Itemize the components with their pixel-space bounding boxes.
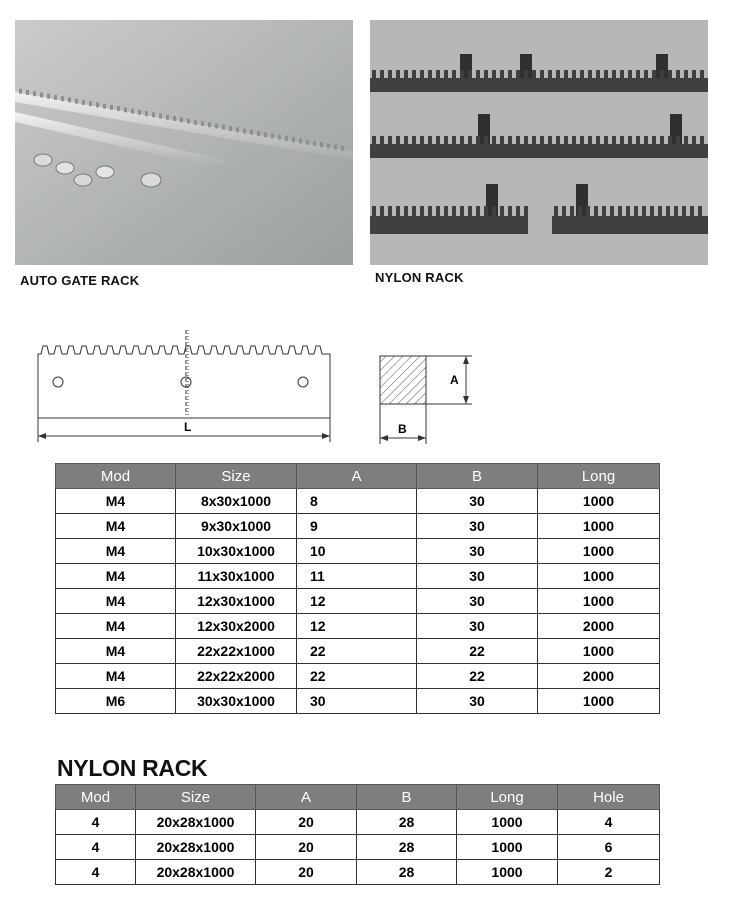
- auto-gate-rack-caption: AUTO GATE RACK: [20, 273, 140, 288]
- table-cell: 22x22x1000: [176, 639, 297, 664]
- table-cell: M4: [56, 614, 176, 639]
- table-cell: 1000: [457, 860, 558, 885]
- table-cell: 2: [558, 860, 660, 885]
- table-cell: 1000: [538, 639, 660, 664]
- table-cell: 11x30x1000: [176, 564, 297, 589]
- table-cell: 20: [256, 860, 357, 885]
- steel-rack-spec-table: [55, 463, 660, 714]
- col-header-size: Size: [136, 785, 256, 810]
- table-row: [56, 589, 660, 614]
- table-cell: 9: [297, 514, 417, 539]
- table-cell: 1000: [538, 489, 660, 514]
- table-cell: M4: [56, 664, 176, 689]
- table-cell: 1000: [538, 539, 660, 564]
- table-row: [56, 810, 660, 835]
- col-header-a: A: [297, 464, 417, 489]
- table-cell: M4: [56, 539, 176, 564]
- table-row: [56, 539, 660, 564]
- table-cell: 22: [417, 664, 538, 689]
- table-cell: 30: [417, 589, 538, 614]
- table-cell: M4: [56, 589, 176, 614]
- table-row: [56, 614, 660, 639]
- table-row: [56, 514, 660, 539]
- table-cell: 22: [417, 639, 538, 664]
- col-header-size: Size: [176, 464, 297, 489]
- table-cell: 20: [256, 810, 357, 835]
- table-cell: 11: [297, 564, 417, 589]
- table-cell: 4: [56, 835, 136, 860]
- dimension-label-L: L: [184, 420, 192, 434]
- col-header-long: Long: [457, 785, 558, 810]
- table-cell: M4: [56, 639, 176, 664]
- col-header-mod: Mod: [56, 785, 136, 810]
- table-cell: 28: [357, 835, 457, 860]
- table-cell: 10x30x1000: [176, 539, 297, 564]
- nylon-rack-title: NYLON RACK: [57, 755, 208, 781]
- table-cell: 2000: [538, 614, 660, 639]
- table-row: [56, 860, 660, 885]
- table-cell: 30: [417, 689, 538, 714]
- nylon-rack-spec-table: [55, 784, 660, 885]
- table-cell: 20x28x1000: [136, 835, 256, 860]
- table-cell: 30: [417, 514, 538, 539]
- table-cell: 30: [417, 539, 538, 564]
- rack-technical-drawing: [30, 330, 480, 450]
- table-cell: M4: [56, 564, 176, 589]
- table-row: [56, 835, 660, 860]
- col-header-long: Long: [538, 464, 660, 489]
- table-cell: 1000: [538, 589, 660, 614]
- dimension-label-A: A: [450, 373, 459, 387]
- table-cell: 6: [558, 835, 660, 860]
- table-cell: 12: [297, 589, 417, 614]
- table-row: [56, 664, 660, 689]
- table-row: [56, 564, 660, 589]
- col-header-a: A: [256, 785, 357, 810]
- table-cell: 20x28x1000: [136, 810, 256, 835]
- table-cell: 1000: [457, 810, 558, 835]
- table-cell: 22x22x2000: [176, 664, 297, 689]
- table-cell: 20x28x1000: [136, 860, 256, 885]
- table-row: [56, 489, 660, 514]
- col-header-mod: Mod: [56, 464, 176, 489]
- table-cell: M4: [56, 514, 176, 539]
- table-cell: 22: [297, 639, 417, 664]
- dimension-label-B: B: [398, 422, 407, 436]
- auto-gate-rack-photo: [15, 20, 353, 265]
- table-cell: 8: [297, 489, 417, 514]
- nylon-rack-photo: [370, 20, 708, 265]
- table-header-row: [56, 464, 660, 489]
- table-cell: 30: [417, 614, 538, 639]
- table-cell: 4: [56, 810, 136, 835]
- table-row: [56, 689, 660, 714]
- col-header-hole: Hole: [558, 785, 660, 810]
- table-cell: M4: [56, 489, 176, 514]
- col-header-b: B: [357, 785, 457, 810]
- table-cell: 12x30x1000: [176, 589, 297, 614]
- nylon-rack-caption: NYLON RACK: [375, 270, 464, 285]
- table-header-row: [56, 785, 660, 810]
- table-row: [56, 639, 660, 664]
- table-cell: 2000: [538, 664, 660, 689]
- table-cell: 12: [297, 614, 417, 639]
- table-cell: 1000: [538, 689, 660, 714]
- table-cell: 30x30x1000: [176, 689, 297, 714]
- table-cell: 28: [357, 860, 457, 885]
- table-cell: 30: [417, 489, 538, 514]
- table-cell: 4: [56, 860, 136, 885]
- table-cell: 10: [297, 539, 417, 564]
- table-cell: 20: [256, 835, 357, 860]
- table-cell: 12x30x2000: [176, 614, 297, 639]
- table-cell: 30: [297, 689, 417, 714]
- table-cell: 22: [297, 664, 417, 689]
- table-cell: 1000: [457, 835, 558, 860]
- col-header-b: B: [417, 464, 538, 489]
- table-cell: 1000: [538, 564, 660, 589]
- table-cell: 9x30x1000: [176, 514, 297, 539]
- table-cell: 1000: [538, 514, 660, 539]
- table-cell: M6: [56, 689, 176, 714]
- table-cell: 30: [417, 564, 538, 589]
- table-cell: 8x30x1000: [176, 489, 297, 514]
- table-cell: 28: [357, 810, 457, 835]
- table-cell: 4: [558, 810, 660, 835]
